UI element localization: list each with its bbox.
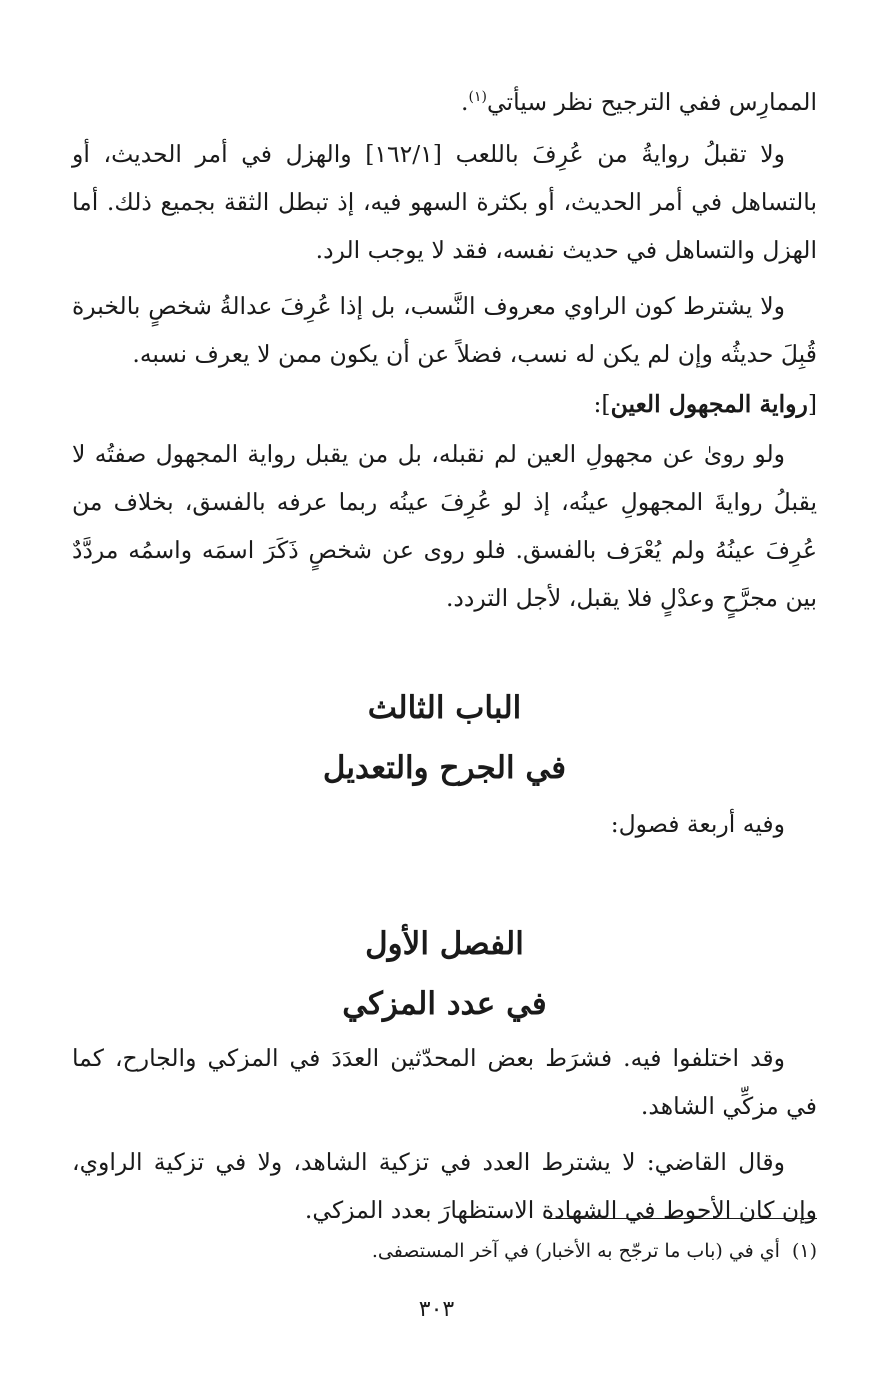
paragraph-end-mark: . [461, 88, 469, 116]
page-number: ٣٠٣ [418, 1297, 455, 1322]
paragraph-text: الممارِس ففي الترجيح نظر سيأتي [486, 88, 817, 116]
paragraph-disagreement: وقد اختلفوا فيه. فشرَط بعض المحدّثين العدَدَ في المزكي والجارح، كما في مزكِّي الشاهد. [72, 1044, 817, 1120]
section-title: الفصل الأول [365, 926, 524, 962]
chapter-title: الباب الثالث [367, 690, 522, 726]
footnote-reference[interactable]: (١) [468, 89, 487, 106]
paragraph-unknown-narrator: ولو روىٰ عن مجهولِ العين لم نقبله، بل من يقبل رواية المجهول صفتُه لا يقبلُ روايةَ المجهولِ عينُه، إذ لو عُرِفَ عينُه ربما عرفه بالفسق، بخلاف من عُرِفَ عينُهُ ولم يُعْرَف بالفسق. فلو روى عن شخصٍ ذَكَرَ اسمَه واسمُه مردَّدٌ بين مجرَّحٍ وعدْلٍ فلا يقبل، لأجل التردد. [72, 440, 817, 612]
paragraph-lineage: ولا يشترط كون الراوي معروف النَّسب، بل إذا عُرِفَ عدالةُ شخصٍ بالخبرة قُبِلَ حديثُه وإن لم يكن له نسب، فضلاً عن أن يكون ممن لا يعرف نسبه. [72, 292, 817, 368]
paragraph-weak-narrators: ولا تقبلُ روايةُ من عُرِفَ باللعب [١٦٢/١] والهزل في أمر الحديث، أو بالتساهل في أمر الحديث، أو بكثرة السهو فيه، إذ تبطل الثقة بجميع ذلك. أما الهزل والتساهل في حديث نفسه، فقد لا يوجب الرد. [72, 140, 817, 264]
subheading-text: رواية المجهول العين [610, 390, 808, 418]
footnote-1 [72, 1234, 817, 1268]
section-subtitle: في عدد المزكي [342, 986, 547, 1022]
paragraph-continuation [72, 78, 817, 126]
subheading-open-bracket: [ [807, 390, 817, 418]
subheading-unknown-narrator [72, 382, 817, 426]
footnote-divider [547, 1218, 817, 1219]
chapter-subtitle: في الجرح والتعديل [322, 750, 567, 786]
footnote-text: أي في (باب ما ترجّح به الأخبار) في آخر المستصفى. [371, 1240, 780, 1262]
page-body [72, 78, 817, 1234]
footnote-number: (١) [791, 1240, 817, 1262]
chapter-intro: وفيه أربعة فصول: [610, 810, 785, 838]
paragraph-judge-opinion: وقال القاضي: لا يشترط العدد في تزكية الشاهد، ولا في تزكية الراوي، وإن كان الأحوط في الشهادة الاستظهارَ بعدد المزكي. [72, 1148, 817, 1224]
subheading-close-bracket: ]: [593, 390, 611, 418]
